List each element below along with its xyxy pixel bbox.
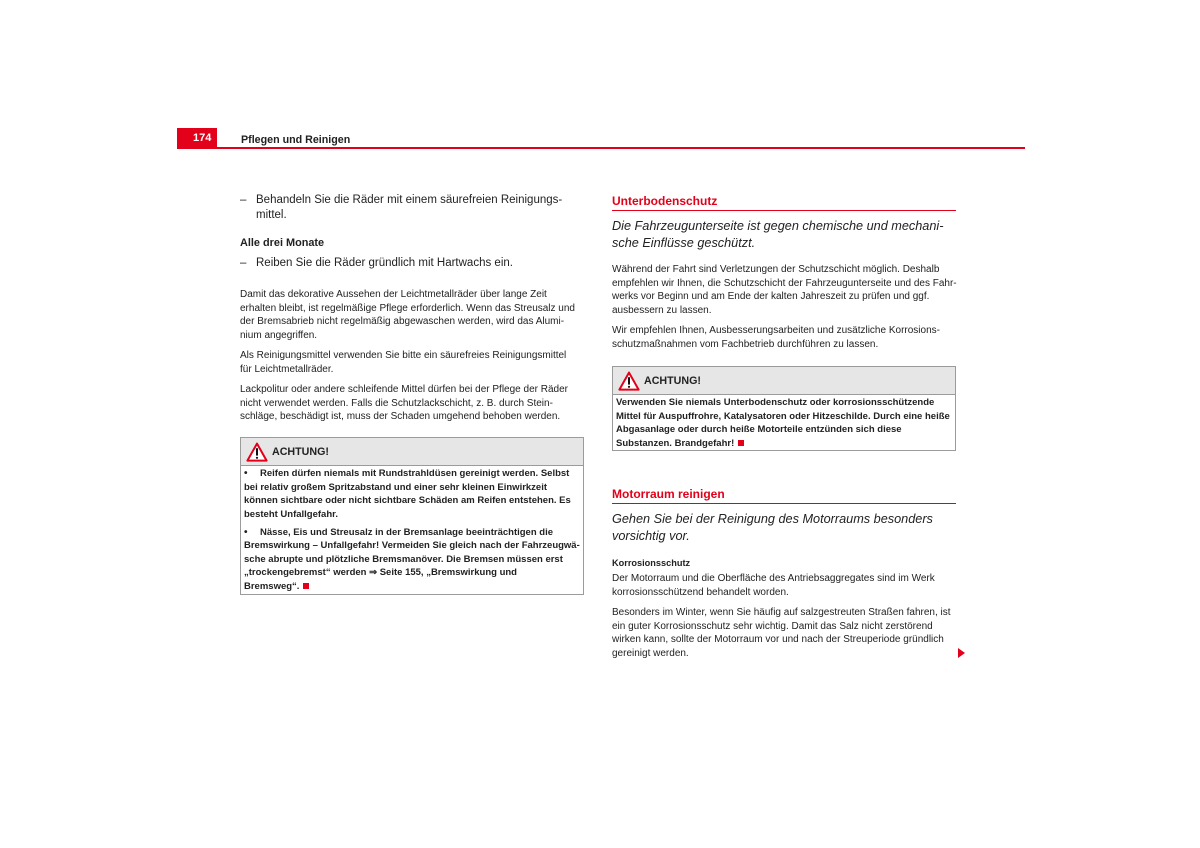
- bullet: •: [244, 468, 248, 479]
- section-intro: Gehen Sie bei der Reinigung des Motorraums besonders vorsichtig vor.: [612, 511, 933, 543]
- section-heading: Motorraum reinigen: [612, 487, 956, 504]
- warning-box: [240, 437, 584, 595]
- body-paragraph: Wir empfehlen Ihnen, Ausbesserungsarbeiten und zusätzliche Korrosions- schutzmaßnahmen vom Fachbetrieb durchführen zu lassen.: [612, 325, 940, 350]
- warning-item-text: Nässe, Eis und Streusalz in der Bremsanlage beeinträchtigen die Bremswirkung – Unfallgefahr! Vermeiden Sie gleich nach der Fahrzeugwä- sche abrupte und plötzliche Bremsmanöver. Die Bremsen müssen erst „trockengebremst“ werden ⇒ Seite 155, „Bremswirkung und Bremsweg“.: [244, 526, 580, 592]
- page-number: 174: [177, 128, 217, 148]
- step-text: Reiben Sie die Räder gründlich mit Hartwachs ein.: [256, 256, 513, 269]
- body-paragraph: Während der Fahrt sind Verletzungen der Schutzschicht möglich. Deshalb empfehlen wir Ihnen, die Schutzschicht der Fahrzeugunterseite und des Fahr- werks vor Beginn und am Ende der kalten Jahreszeit zu prüfen und ggf. ausbessern zu lassen.: [612, 264, 957, 316]
- step-dash: –: [240, 256, 247, 269]
- step-dash: –: [240, 193, 247, 206]
- body-paragraph: Damit das dekorative Aussehen der Leichtmetallräder über lange Zeit erhalten bleibt, ist regelmäßige Pflege erforderlich. Wenn das Streusalz und der Bremsabrieb nicht regelmäßig abgewaschen werden, wird das Alumi- nium angegriffen.: [240, 289, 575, 341]
- warning-title: ACHTUNG!: [272, 445, 329, 458]
- end-mark-icon: [303, 583, 309, 589]
- step-text: Behandeln Sie die Räder mit einem säurefreien Reinigungs- mittel.: [256, 193, 563, 221]
- warning-triangle-icon: [618, 371, 640, 391]
- warning-header: [613, 367, 955, 395]
- warning-triangle-icon: [246, 442, 268, 462]
- subheading-interval: Alle drei Monate: [240, 237, 325, 249]
- warning-item: [616, 396, 951, 450]
- warning-item-text: Verwenden Sie niemals Unterbodenschutz oder korrosionsschützende Mittel für Auspuffrohre, Katalysatoren oder Hitzeschilde. Durch eine heiße Abgasanlage oder durch heiße Motorteile entzünden sich diese Substanzen. Brandgefahr!: [616, 397, 950, 449]
- section-heading: Unterbodenschutz: [612, 194, 956, 211]
- warning-item-text: Reifen dürfen niemals mit Rundstrahldüsen gereinigt werden. Selbst bei relativ großem Spritzabstand und einer sehr kleinen Einwirkzeit können sichtbare oder nicht sichtbare Schäden am Reifen entstehen. Es besteht Unfallgefahr.: [244, 468, 571, 520]
- continue-arrow-icon: [958, 648, 965, 658]
- warning-header: [241, 438, 583, 466]
- body-paragraph: Der Motorraum und die Oberfläche des Antriebsaggregates sind im Werk korrosionsschützend behandelt worden.: [612, 573, 935, 598]
- end-mark-icon: [738, 440, 744, 446]
- warning-item: [244, 526, 579, 594]
- warning-box: [612, 366, 956, 451]
- body-paragraph: Als Reinigungsmittel verwenden Sie bitte ein säurefreies Reinigungsmittel für Leichtmetallräder.: [240, 350, 567, 375]
- warning-body: [241, 466, 583, 593]
- instruction-step: [240, 256, 513, 271]
- body-paragraph: Besonders im Winter, wenn Sie häufig auf salzgestreuten Straßen fahren, ist ein guter Korrosionsschutz sehr wichtig. Damit das Salz nicht zerstörend wirken kann, sollte der Motorraum vor und nach der Streuperiode gründlich gereinigt werden.: [612, 607, 951, 659]
- bullet: •: [244, 526, 248, 538]
- body-paragraph: Lackpolitur oder andere schleifende Mittel dürfen bei der Pflege der Räder nicht verwendet werden. Falls die Schutzlackschicht, z. B. durch Stein- schläge, beschädigt ist, muss der Schaden umgehend behoben werden.: [240, 384, 568, 423]
- warning-item: [244, 467, 579, 521]
- instruction-step: [240, 193, 562, 223]
- warning-title: ACHTUNG!: [644, 374, 701, 387]
- section-intro: Die Fahrzeugunterseite ist gegen chemische und mechani- sche Einflüsse geschützt.: [612, 218, 944, 250]
- section-title: Pflegen und Reinigen: [241, 134, 351, 146]
- header-rule: [177, 147, 1025, 149]
- subheading-corrosion: Korrosionsschutz: [612, 558, 691, 568]
- warning-body: [613, 395, 955, 450]
